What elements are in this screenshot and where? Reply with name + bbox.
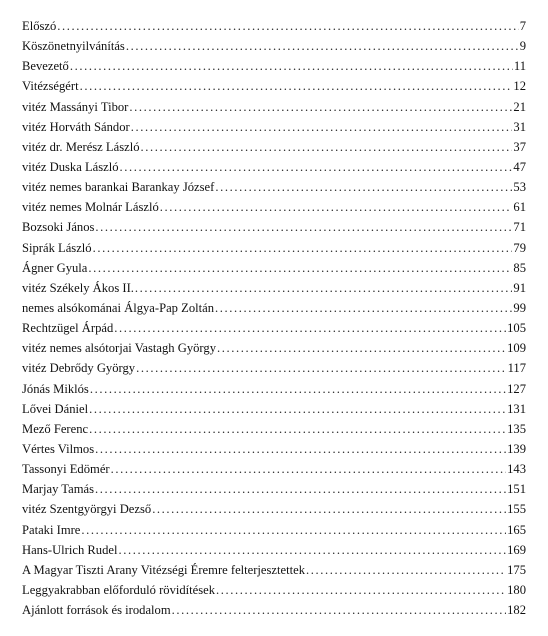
toc-entry-title: vitéz Szentgyörgyi Dezső bbox=[22, 502, 152, 517]
toc-entry-title: Leggyakrabban előforduló rövidítések bbox=[22, 582, 216, 597]
dot-leader bbox=[160, 197, 513, 217]
dot-leader bbox=[95, 217, 512, 237]
toc-entry-page-number: 71 bbox=[513, 220, 526, 235]
toc-entry-title: vitéz Debrődy György bbox=[22, 361, 136, 376]
toc-entry-title: Bevezető bbox=[22, 59, 69, 74]
toc-entry-title: vitéz nemes Molnár László bbox=[22, 200, 159, 215]
toc-entry-page-number: 7 bbox=[519, 19, 526, 33]
toc-entry-title: Előszó bbox=[22, 19, 57, 33]
dot-leader bbox=[89, 419, 506, 439]
dot-leader bbox=[131, 117, 513, 137]
toc-entry bbox=[22, 600, 526, 620]
dot-leader bbox=[57, 16, 518, 36]
toc-entry-title: Köszönetnyilvánítás bbox=[22, 39, 125, 54]
toc-entry-page-number: 182 bbox=[507, 603, 526, 618]
toc-entry bbox=[22, 217, 526, 237]
toc-entry-title: Pataki Imre bbox=[22, 522, 81, 537]
dot-leader bbox=[95, 479, 506, 499]
toc-entry-page-number: 21 bbox=[513, 99, 526, 114]
toc-entry bbox=[22, 439, 526, 459]
toc-entry-page-number: 165 bbox=[507, 522, 526, 537]
toc-entry-page-number: 117 bbox=[507, 361, 526, 376]
toc-entry bbox=[22, 379, 526, 399]
dot-leader bbox=[89, 399, 506, 419]
toc-entry bbox=[22, 238, 526, 258]
toc-entry-page-number: 127 bbox=[507, 381, 526, 396]
toc-entry bbox=[22, 459, 526, 479]
dot-leader bbox=[70, 56, 513, 76]
toc-entry-page-number: 53 bbox=[513, 180, 526, 195]
toc-entry bbox=[22, 358, 526, 378]
toc-entry-page-number: 175 bbox=[507, 562, 526, 577]
toc-entry-page-number: 61 bbox=[513, 200, 526, 215]
toc-entry-title: vitéz dr. Merész László bbox=[22, 139, 140, 154]
toc-entry-title: vitéz Horváth Sándor bbox=[22, 119, 130, 134]
toc-entry-page-number: 99 bbox=[513, 300, 526, 315]
toc-entry-page-number: 155 bbox=[507, 502, 526, 517]
toc-entry-title: Mező Ferenc bbox=[22, 421, 89, 436]
dot-leader bbox=[120, 157, 513, 177]
toc-entry bbox=[22, 298, 526, 318]
toc-entry-title: Vértes Vilmos bbox=[22, 441, 95, 456]
dot-leader bbox=[215, 298, 512, 318]
toc-entry bbox=[22, 56, 526, 76]
table-of-contents bbox=[22, 16, 526, 620]
dot-leader bbox=[81, 520, 506, 540]
toc-entry-page-number: 180 bbox=[507, 582, 526, 597]
toc-entry bbox=[22, 479, 526, 499]
toc-entry-page-number: 109 bbox=[507, 341, 526, 356]
toc-entry-title: Lővei Dániel bbox=[22, 401, 89, 416]
toc-entry-title: Jónás Miklós bbox=[22, 381, 89, 396]
toc-entry-title: nemes alsókománai Álgya-Pap Zoltán bbox=[22, 300, 215, 315]
toc-entry bbox=[22, 97, 526, 117]
dot-leader bbox=[126, 36, 519, 56]
toc-entry-page-number: 139 bbox=[507, 441, 526, 456]
dot-leader bbox=[80, 76, 513, 96]
dot-leader bbox=[215, 177, 512, 197]
dot-leader bbox=[216, 580, 506, 600]
toc-entry-title: Rechtzügel Árpád bbox=[22, 321, 114, 336]
dot-leader bbox=[152, 499, 506, 519]
dot-leader bbox=[111, 459, 507, 479]
toc-entry-page-number: 11 bbox=[513, 59, 526, 74]
toc-entry bbox=[22, 177, 526, 197]
dot-leader bbox=[141, 137, 513, 157]
toc-entry bbox=[22, 540, 526, 560]
dot-leader bbox=[129, 97, 512, 117]
toc-entry-page-number: 47 bbox=[513, 159, 526, 174]
toc-entry bbox=[22, 499, 526, 519]
toc-entry bbox=[22, 258, 526, 278]
toc-entry-page-number: 151 bbox=[507, 482, 526, 497]
toc-entry bbox=[22, 197, 526, 217]
toc-entry-title: Bozsoki János bbox=[22, 220, 95, 235]
dot-leader bbox=[114, 318, 506, 338]
toc-entry-title: Vitézségért bbox=[22, 79, 79, 94]
toc-entry-title: vitéz nemes barankai Barankay József bbox=[22, 180, 215, 195]
toc-entry-page-number: 143 bbox=[507, 462, 526, 477]
toc-entry-page-number: 91 bbox=[513, 280, 526, 295]
toc-entry-page-number: 135 bbox=[507, 421, 526, 436]
toc-entry-title: A Magyar Tiszti Arany Vitézségi Éremre felterjesztettek bbox=[22, 562, 305, 577]
toc-entry-title: Ágner Gyula bbox=[22, 260, 88, 275]
toc-entry-page-number: 9 bbox=[519, 39, 526, 54]
dot-leader bbox=[217, 338, 506, 358]
toc-entry-page-number: 169 bbox=[507, 542, 526, 557]
toc-entry-title: vitéz Székely Ákos II. bbox=[22, 280, 134, 295]
toc-entry bbox=[22, 520, 526, 540]
toc-entry bbox=[22, 278, 526, 298]
toc-entry bbox=[22, 318, 526, 338]
toc-entry bbox=[22, 117, 526, 137]
toc-entry-page-number: 31 bbox=[513, 119, 526, 134]
toc-entry-title: Siprák László bbox=[22, 240, 92, 255]
toc-entry bbox=[22, 580, 526, 600]
toc-entry-title: Hans-Ulrich Rudel bbox=[22, 542, 118, 557]
toc-entry bbox=[22, 560, 526, 580]
toc-entry bbox=[22, 76, 526, 96]
toc-entry-title: vitéz Duska László bbox=[22, 159, 119, 174]
toc-entry-title: vitéz nemes alsótorjai Vastagh György bbox=[22, 341, 216, 356]
dot-leader bbox=[172, 600, 506, 620]
toc-entry bbox=[22, 338, 526, 358]
toc-entry bbox=[22, 399, 526, 419]
dot-leader bbox=[95, 439, 506, 459]
toc-entry-title: vitéz Massányi Tibor bbox=[22, 99, 129, 114]
toc-entry-page-number: 37 bbox=[513, 139, 526, 154]
toc-entry bbox=[22, 157, 526, 177]
dot-leader bbox=[90, 379, 506, 399]
toc-entry-page-number: 131 bbox=[507, 401, 526, 416]
dot-leader bbox=[306, 560, 506, 580]
toc-entry-page-number: 85 bbox=[513, 260, 526, 275]
toc-entry-title: Tassonyi Edömér bbox=[22, 462, 110, 477]
toc-entry-page-number: 12 bbox=[513, 79, 526, 94]
dot-leader bbox=[88, 258, 512, 278]
toc-entry bbox=[22, 36, 526, 56]
toc-entry bbox=[22, 16, 526, 36]
dot-leader bbox=[136, 358, 506, 378]
toc-entry-title: Ajánlott források és irodalom bbox=[22, 603, 171, 618]
toc-entry bbox=[22, 419, 526, 439]
toc-entry bbox=[22, 137, 526, 157]
dot-leader bbox=[118, 540, 506, 560]
dot-leader bbox=[93, 238, 513, 258]
toc-entry-page-number: 105 bbox=[507, 321, 526, 336]
toc-entry-page-number: 79 bbox=[513, 240, 526, 255]
dot-leader bbox=[135, 278, 512, 298]
toc-entry-title: Marjay Tamás bbox=[22, 482, 94, 497]
